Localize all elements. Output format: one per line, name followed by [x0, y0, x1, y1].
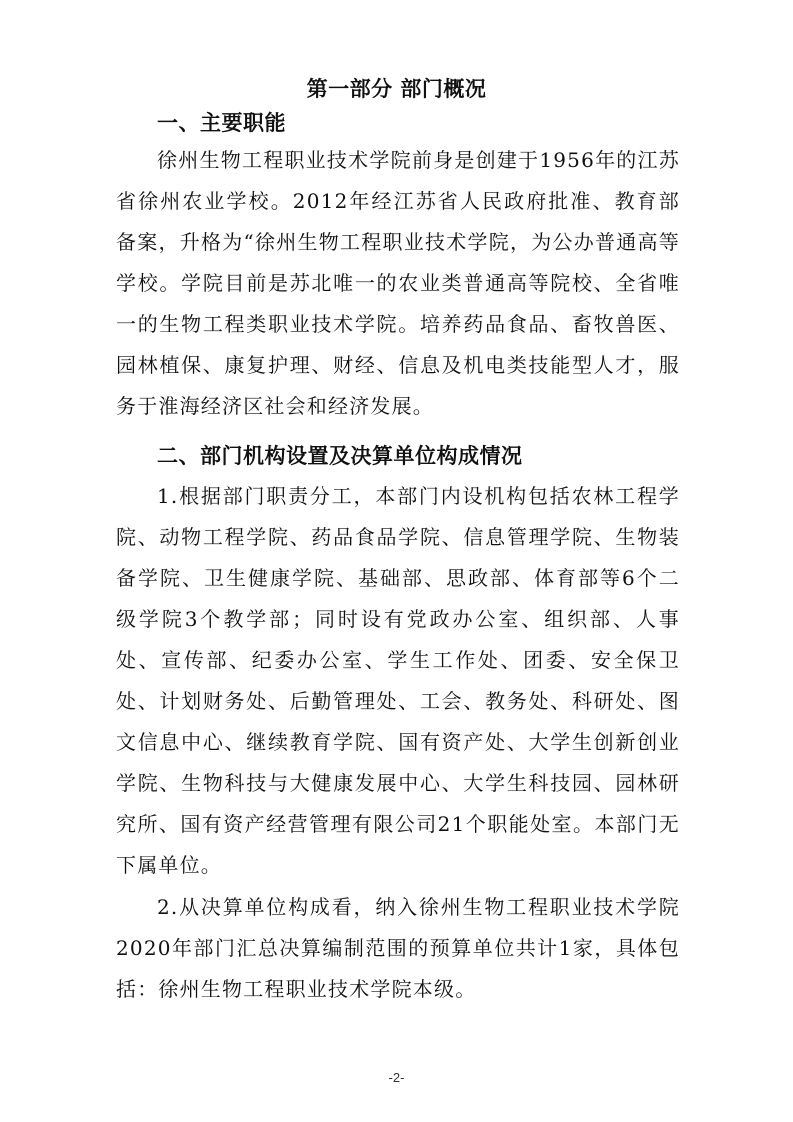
paragraph-internal-institutions: 1.根据部门职责分工，本部门内设机构包括农林工程学院、动物工程学院、药品食品学院、信息管理学院、生物装备学院、卫生健康学院、基础部、思政部、体育部等6个二级学院3个教学部；同时设有党政办公室、组织部、人事处、宣传部、纪委办公室、学生工作处、团委、安全保卫处、计划财务处、后勤管理处、工会、教务处、科研处、图文信息中心、继续教育学院、国有资产处、大学生创新创业学院、生物科技与大健康发展中心、大学生科技园、园林研究所、国有资产经营管理有限公司21个职能处室。本部门无下属单位。 — [116, 484, 680, 877]
page-number: -2- — [388, 1070, 405, 1085]
section-heading-main-functions: 一、主要职能 — [157, 111, 286, 135]
section-heading-organization: 二、部门机构设置及决算单位构成情况 — [157, 444, 523, 468]
page-title: 第一部分 部门概况 — [306, 77, 487, 101]
paragraph-main-functions: 徐州生物工程职业技术学院前身是创建于1956年的江苏省徐州农业学校。2012年经江苏省人民政府批准、教育部备案，升格为“徐州生物工程职业技术学院，为公办普通高等学校。学院目前是苏北唯一的农业类普通高等院校、全省唯一的生物工程类职业技术学院。培养药品食品、畜牧兽医、园林植保、康复护理、财经、信息及机电类技能型人才，服务于淮海经济区社会和经济发展。 — [116, 148, 680, 418]
paragraph-accounting-units: 2.从决算单位构成看，纳入徐州生物工程职业技术学院2020年部门汇总决算编制范围的预算单位共计1家，具体包括：徐州生物工程职业技术学院本级。 — [116, 895, 680, 1001]
